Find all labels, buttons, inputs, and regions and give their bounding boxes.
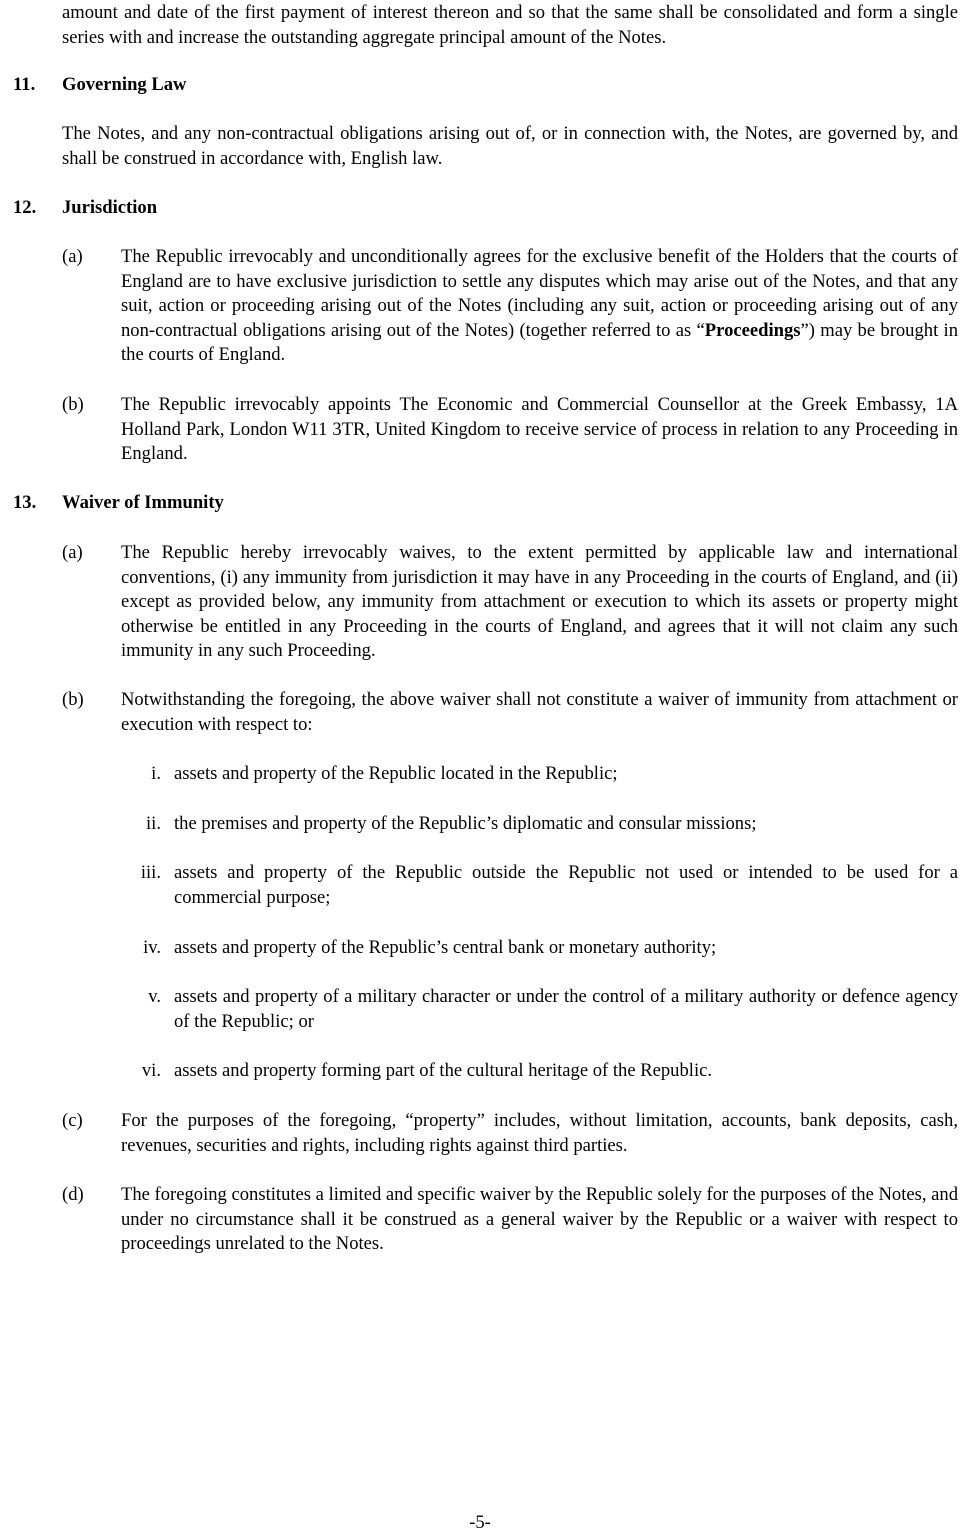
clause-text: The foregoing constitutes a limited and specific waiver by the Republic solely for the purposes of the Notes, and under no circumstance shall it be construed as a general waiver by the Republic or a waiver with respect to proceedings unrelated to the Notes. (121, 1184, 959, 1254)
subclause-label: i. (151, 763, 161, 784)
section-13-clause-a (62, 541, 958, 664)
subclause-label: v. (148, 986, 161, 1007)
clause-label: (b) (62, 689, 84, 710)
section-12-title: Jurisdiction (62, 197, 158, 218)
section-11-heading (13, 73, 35, 98)
section-11-number: 11. (13, 74, 36, 95)
subclause-text: the premises and property of the Republic’s diplomatic and consular missions; (174, 813, 757, 834)
section-12-number: 12. (13, 197, 37, 218)
clause-text: The Republic irrevocably and unconditionally agrees for the exclusive benefit of the Holders that the courts of England are to have exclusive jurisdiction to settle any disputes which may arise out of the Notes, and that any suit, action or proceeding arising out of the Notes (including any suit, action or proceeding arising out of any non-contractual obligations arising out of the Notes) (together referred to as “Proceedings”) may be brought in the courts of England. (121, 246, 958, 365)
section-12-heading (13, 196, 36, 221)
subclause-i (121, 762, 958, 787)
section-12-clause-a (62, 245, 958, 368)
clause-label: (c) (62, 1110, 83, 1131)
page-number: -5- (469, 1512, 491, 1533)
clause-text: The Republic irrevocably appoints The Economic and Commercial Counsellor at the Greek Embassy, 1A Holland Park, London W11 3TR, United Kingdom to receive service of process in relation to any Proceeding in England. (121, 394, 958, 464)
section-13-number: 13. (13, 492, 37, 513)
section-12-clause-b (62, 393, 958, 467)
subclause-iv (121, 936, 958, 961)
clause-label: (d) (62, 1184, 84, 1205)
subclause-iii (121, 861, 958, 910)
subclause-text: assets and property of the Republic located in the Republic; (174, 763, 618, 784)
subclause-label: iii. (140, 862, 161, 883)
subclause-v (121, 985, 958, 1034)
clause-text: The Republic hereby irrevocably waives, to the extent permitted by applicable law and international conventions, (i) any immunity from jurisdiction it may have in any Proceeding in the courts of England, and (ii) except as provided below, any immunity from attachment or execution to which its assets or property might otherwise be entitled in any Proceeding in the courts of England, and agrees that it will not claim any such immunity in any such Proceeding. (121, 542, 958, 661)
section-13-title: Waiver of Immunity (62, 492, 224, 513)
section-11-title: Governing Law (62, 74, 187, 95)
clause-text: For the purposes of the foregoing, “property” includes, without limitation, accounts, bank deposits, cash, revenues, securities and rights, including rights against third parties. (121, 1110, 958, 1156)
section-13-clause-b (62, 688, 958, 737)
clause-label: (a) (62, 542, 83, 563)
subclause-text: assets and property of the Republic’s central bank or monetary authority; (174, 937, 717, 958)
defined-term-proceedings: Proceedings (704, 319, 801, 341)
section-13-heading (13, 491, 36, 516)
subclause-label: ii. (146, 813, 161, 834)
subclause-text: assets and property forming part of the cultural heritage of the Republic. (174, 1060, 713, 1081)
subclause-label: iv. (143, 937, 161, 958)
section-13-clause-d (62, 1183, 958, 1257)
section-13-clause-c (62, 1109, 958, 1158)
clause-label: (a) (62, 246, 83, 267)
intro-paragraph: amount and date of the first payment of interest thereon and so that the same shall be consolidated and form a single series with and increase the outstanding aggregate principal amount of the Notes. (62, 2, 958, 48)
subclause-ii (121, 812, 958, 837)
subclause-text: assets and property of a military character or under the control of a military authority or defence agency of the Republic; or (174, 986, 958, 1032)
subclause-label: vi. (141, 1060, 161, 1081)
clause-text: Notwithstanding the foregoing, the above waiver shall not constitute a waiver of immunity from attachment or execution with respect to: (121, 689, 958, 735)
subclause-vi (121, 1059, 958, 1084)
section-11-body: The Notes, and any non-contractual obligations arising out of, or in connection with, the Notes, are governed by, and shall be construed in accordance with, English law. (62, 123, 958, 169)
clause-label: (b) (62, 394, 84, 415)
subclause-text: assets and property of the Republic outside the Republic not used or intended to be used for a commercial purpose; (174, 862, 958, 908)
